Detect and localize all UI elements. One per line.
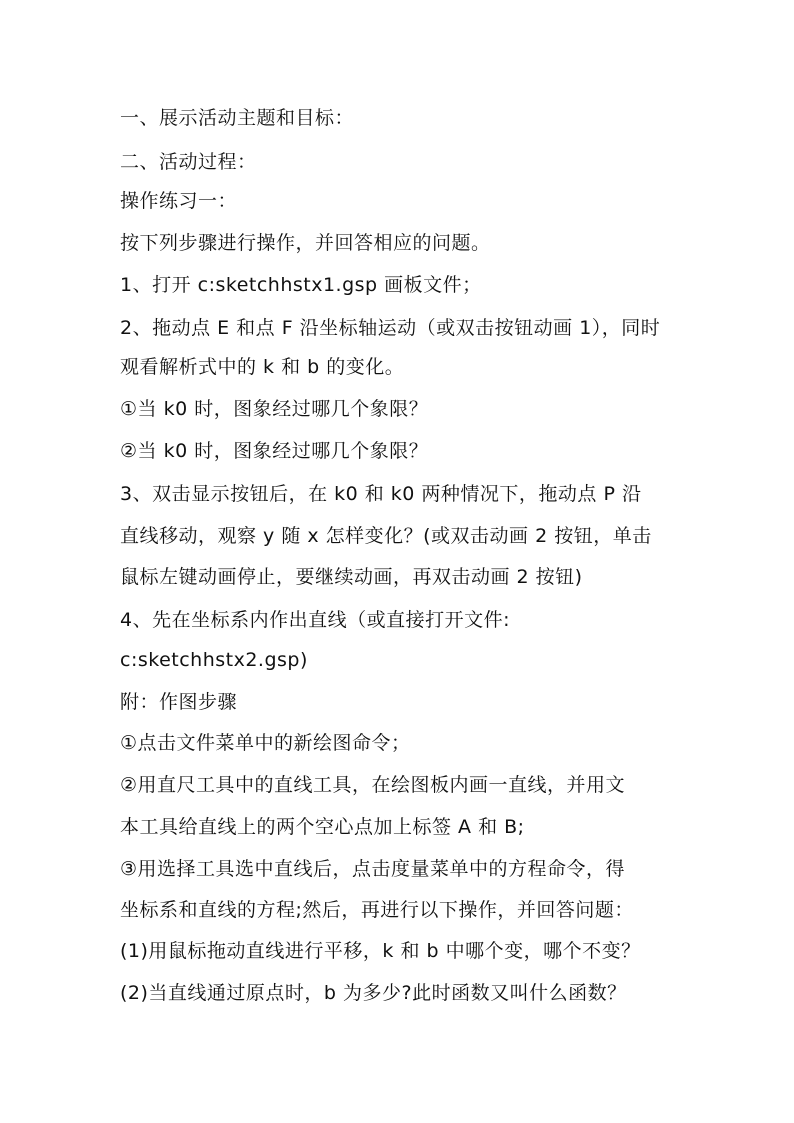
text-line: ①点击文件菜单中的新绘图命令； <box>120 732 411 754</box>
text-line: ②当 k0 时，图象经过哪几个象限？ <box>120 440 429 462</box>
text-line: 鼠标左键动画停止，要继续动画，再双击动画 2 按钮) <box>120 566 583 588</box>
text-line: ③用选择工具选中直线后，点击度量菜单中的方程命令，得 <box>120 858 626 880</box>
text-line: 1、打开 c:sketchhstx1.gsp 画板文件； <box>120 274 482 296</box>
text-line: 附：作图步骤 <box>120 691 238 713</box>
text-line: (1)用鼠标拖动直线进行平移，k 和 b 中哪个变，哪个不变？ <box>120 940 641 962</box>
text-line: 操作练习一： <box>120 190 238 212</box>
text-line: 一、展示活动主题和目标： <box>120 107 355 129</box>
text-line: 本工具给直线上的两个空心点加上标签 A 和 B; <box>120 816 525 838</box>
text-line: 直线移动，观察 y 随 x 怎样变化？(或双击动画 2 按钮，单击 <box>120 525 652 547</box>
text-line: 4、先在坐标系内作出直线（或直接打开文件: <box>120 609 510 631</box>
text-line: 二、活动过程： <box>120 151 257 173</box>
text-line: 3、双击显示按钮后，在 k0 和 k0 两种情况下，拖动点 P 沿 <box>120 483 642 505</box>
text-line: 观看解析式中的 k 和 b 的变化。 <box>120 356 405 378</box>
text-line: ①当 k0 时，图象经过哪几个象限？ <box>120 398 429 420</box>
text-line: ②用直尺工具中的直线工具，在绘图板内画一直线，并用文 <box>120 774 626 796</box>
text-line: c:sketchhstx2.gsp) <box>120 649 308 671</box>
text-line: 2、拖动点 E 和点 F 沿坐标轴运动（或双击按钮动画 1），同时 <box>120 317 661 339</box>
text-line: 按下列步骤进行操作，并回答相应的问题。 <box>120 232 491 254</box>
text-line: 坐标系和直线的方程;然后，再进行以下操作，并回答问题： <box>120 899 634 921</box>
text-line: (2)当直线通过原点时，b 为多少?此时函数又叫什么函数？ <box>120 982 627 1004</box>
